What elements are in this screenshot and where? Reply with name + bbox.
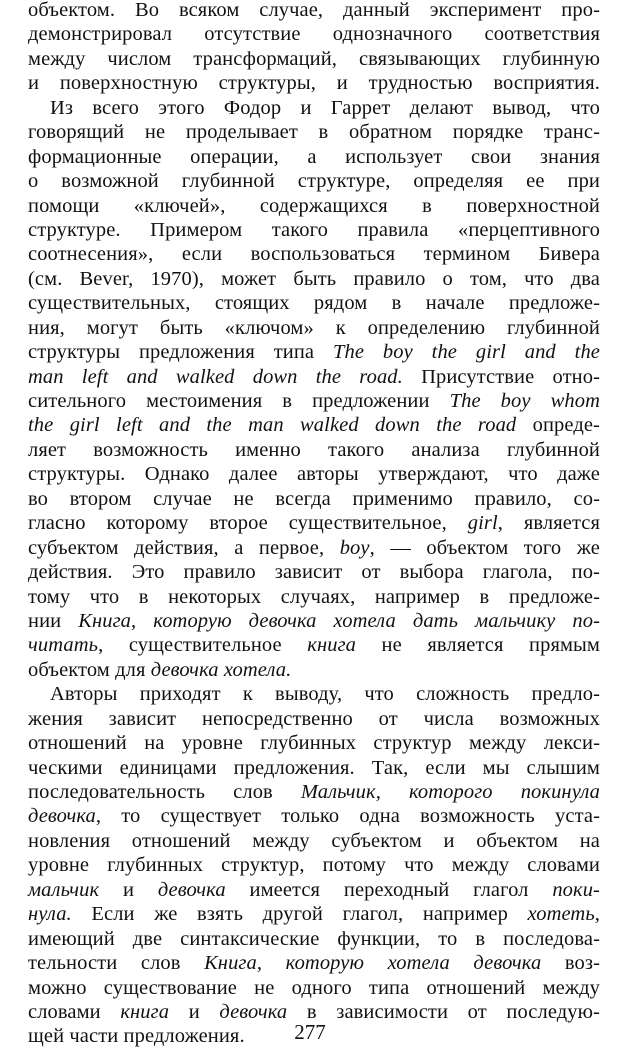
text-segment: сительного местоимения в предложении xyxy=(28,390,450,412)
text-segment: тому что в некоторых случаях, например в предложе- xyxy=(28,585,600,608)
text-segment: Авторы приходят к выводу, что сложность предло- xyxy=(50,683,600,706)
italic-segment: нула. xyxy=(28,903,72,926)
text-line xyxy=(28,218,600,242)
text-segment: помощи «ключей», содержащихся в поверхностной xyxy=(28,194,600,217)
text-segment: , является xyxy=(497,512,600,535)
text-segment: Присутствие отно- xyxy=(402,365,600,388)
text-line xyxy=(28,853,600,877)
text-segment: , xyxy=(594,903,600,926)
text-line xyxy=(28,951,600,975)
text-segment: новления отношений между субъектом и объектом на xyxy=(28,829,600,852)
text-line xyxy=(28,633,600,657)
italic-segment: читать xyxy=(28,634,99,657)
text-segment: структуре. Примером такого правила «перцептивного xyxy=(28,218,600,241)
text-segment: и поверхностную структуры, и трудностью восприятия. xyxy=(28,72,600,95)
text-segment: уровне глубинных структур, потому что между словами xyxy=(28,854,600,877)
page-number: 277 xyxy=(294,1020,326,1044)
text-segment: , существительное xyxy=(98,634,308,657)
text-line xyxy=(28,194,600,218)
body-text xyxy=(28,0,600,1049)
text-line xyxy=(28,536,600,560)
text-segment: ния, могут быть «ключом» к определению глубинной xyxy=(28,316,600,339)
text-line xyxy=(28,365,600,389)
text-segment: ляет возможность именно такого анализа глубинной xyxy=(28,438,600,461)
text-segment: , — объектом того же xyxy=(369,536,600,559)
text-segment: демонстрировал отсутствие однозначного соответствия xyxy=(28,23,600,46)
text-segment: субъектом действия, а первое, xyxy=(28,536,340,559)
text-segment: опреде- xyxy=(516,414,600,437)
text-line xyxy=(28,902,600,926)
italic-segment: книга xyxy=(307,634,357,657)
text-line xyxy=(28,731,600,755)
text-segment: не является прямым xyxy=(356,634,600,657)
text-segment: формационные операции, а использует свои знания xyxy=(28,145,600,168)
text-segment: между числом трансформаций, связывающих глубинную xyxy=(28,47,600,70)
text-line xyxy=(28,487,600,511)
italic-segment: The boy whom xyxy=(449,390,600,412)
text-line xyxy=(28,316,600,340)
text-segment: Если же взять другой глагол, например xyxy=(71,903,528,926)
text-line xyxy=(28,609,600,633)
text-segment: в зависимости от последую- xyxy=(287,1000,600,1023)
italic-segment: девочка хотела. xyxy=(150,658,292,681)
text-line xyxy=(28,511,600,535)
italic-segment: boy xyxy=(339,536,370,559)
italic-segment: The boy the girl and the xyxy=(332,341,600,364)
text-segment: действия. Это правило зависит от выбора глагола, по- xyxy=(28,561,600,584)
text-segment: имеющий две синтаксические функции, то в последова- xyxy=(28,927,600,950)
text-line xyxy=(28,438,600,462)
text-segment: структуры предложения типа xyxy=(28,341,333,364)
italic-segment: girl xyxy=(467,512,498,535)
text-line xyxy=(28,96,600,120)
text-line xyxy=(28,780,600,804)
italic-segment: man left and walked down the road. xyxy=(28,365,403,388)
text-line xyxy=(28,0,600,22)
text-line xyxy=(28,878,600,902)
text-line xyxy=(28,242,600,266)
text-segment: щей части предложения. xyxy=(28,1025,245,1048)
text-segment: объектом. Во всяком случае, данный эксперимент про- xyxy=(28,0,600,21)
text-line xyxy=(28,707,600,731)
text-segment: о возможной глубинной структуре, определяя ее при xyxy=(28,170,600,193)
text-segment: ческими единицами предложения. Так, если мы слышим xyxy=(28,756,600,779)
text-line xyxy=(28,585,600,609)
text-segment: нии xyxy=(28,609,79,632)
text-segment: отношений на уровне глубинных структур между лекси- xyxy=(28,732,600,755)
text-segment: последовательность слов xyxy=(28,781,301,803)
text-line xyxy=(28,267,600,291)
text-line xyxy=(28,560,600,584)
text-segment: соотнесения», если воспользоваться термином Бивера xyxy=(28,243,600,266)
text-line xyxy=(28,291,600,315)
text-segment: говорящий не проделывает в обратном порядке транс- xyxy=(28,121,600,144)
text-line xyxy=(28,462,600,486)
text-segment: во втором случае не всегда применимо правило, со- xyxy=(28,487,600,510)
text-line xyxy=(28,976,600,1000)
text-segment: объектом для xyxy=(28,658,151,681)
text-line xyxy=(28,829,600,853)
text-segment: и xyxy=(99,878,158,901)
text-line xyxy=(28,120,600,144)
italic-segment: мальчик xyxy=(28,878,100,901)
text-line xyxy=(28,658,600,682)
text-segment: и xyxy=(169,1000,220,1023)
text-line xyxy=(28,47,600,71)
italic-segment: the girl left and the man walked down the road xyxy=(28,414,517,437)
text-segment: словами xyxy=(28,1000,121,1023)
text-segment: имеется переходный глагол xyxy=(225,878,553,901)
text-line xyxy=(28,145,600,169)
text-segment: жения зависит непосредственно от числа возможных xyxy=(28,707,600,730)
italic-segment: девочка xyxy=(28,805,96,828)
text-line xyxy=(28,389,600,413)
italic-segment: девочка xyxy=(157,878,226,901)
italic-segment: поки- xyxy=(552,878,600,901)
italic-segment: Мальчик, которого покинула xyxy=(300,781,600,803)
text-segment: структуры. Однако далее авторы утверждают, что даже xyxy=(28,463,600,486)
text-line xyxy=(28,756,600,780)
text-segment: Из всего этого Фодор и Гаррет делают вывод, что xyxy=(50,96,600,119)
text-segment: , то существует только одна возможность уста- xyxy=(95,805,600,828)
italic-segment: книга xyxy=(120,1000,170,1023)
text-line xyxy=(28,169,600,193)
text-segment: воз- xyxy=(541,952,600,975)
italic-segment: хотеть xyxy=(527,903,595,926)
italic-segment: Книга, которую девочка хотела дать мальчику по- xyxy=(78,609,601,632)
italic-segment: Книга, которую хотела девочка xyxy=(204,952,542,975)
text-line xyxy=(28,71,600,95)
text-segment: гласно которому второе существительное, xyxy=(28,512,468,535)
text-segment: тельности слов xyxy=(28,952,205,975)
text-segment: можно существование не одного типа отношений между xyxy=(28,976,600,999)
text-line xyxy=(28,927,600,951)
text-line xyxy=(28,804,600,828)
text-line xyxy=(28,682,600,706)
text-line xyxy=(28,413,600,437)
italic-segment: девочка xyxy=(219,1000,288,1023)
text-segment: (см. Bever, 1970), может быть правило о том, что два xyxy=(28,267,600,290)
text-line xyxy=(28,22,600,46)
text-segment: существительных, стоящих рядом в начале предложе- xyxy=(28,292,600,315)
text-line xyxy=(28,340,600,364)
